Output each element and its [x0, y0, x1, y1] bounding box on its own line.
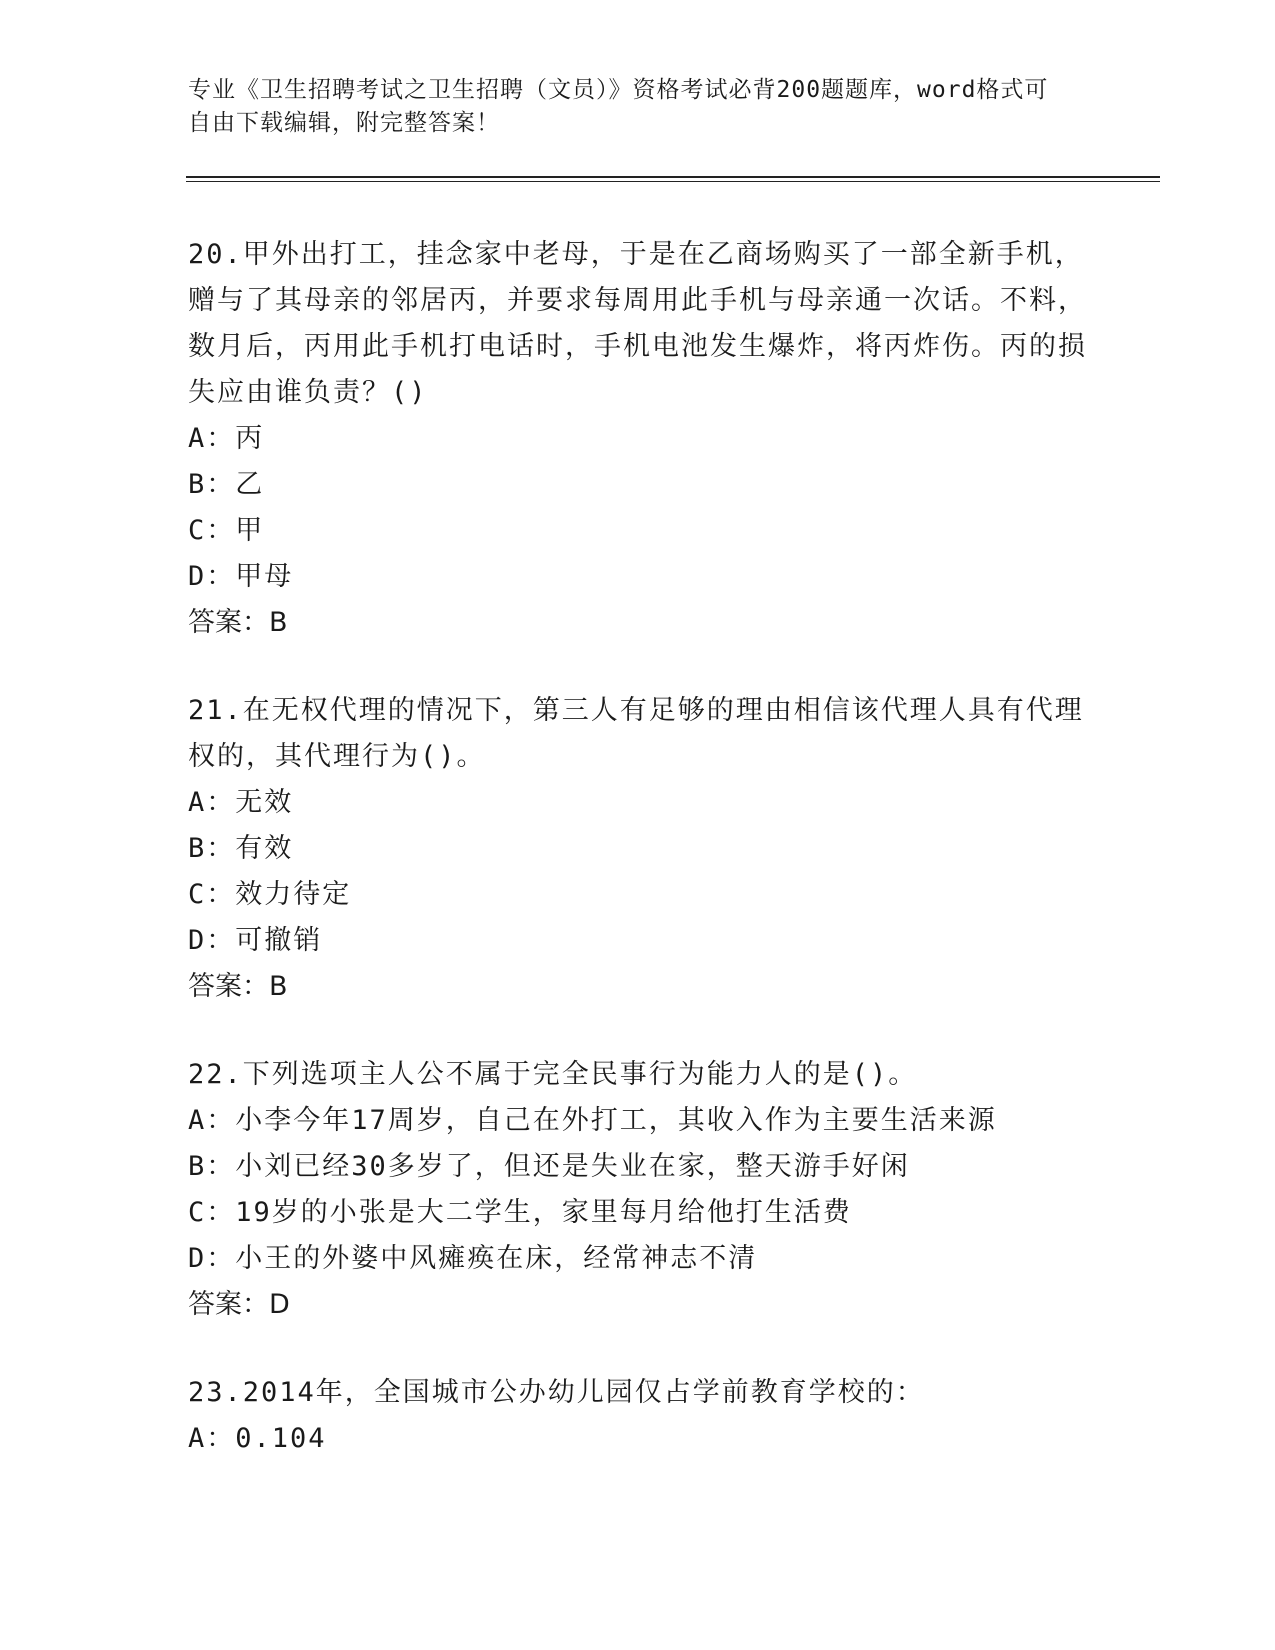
answer-label: 答案：B [188, 607, 288, 638]
option-c: C：甲 [188, 515, 265, 546]
question-20 [188, 232, 1108, 646]
option-d: D：可撤销 [188, 925, 323, 956]
option-b: B：小刘已经30多岁了，但还是失业在家，整天游手好闲 [188, 1151, 910, 1182]
question-text: 20.甲外出打工，挂念家中老母，于是在乙商场购买了一部全新手机，赠与了其母亲的邻居丙，并要求每周用此手机与母亲通一次话。不料，数月后，丙用此手机打电话时，手机电池发生爆炸，将丙炸伤。丙的损失应由谁负责？() [188, 239, 1087, 408]
question-21 [188, 688, 1108, 1010]
option-a: A：小李今年17周岁，自己在外打工，其收入作为主要生活来源 [188, 1105, 997, 1136]
question-text: 22.下列选项主人公不属于完全民事行为能力人的是()。 [188, 1059, 918, 1090]
option-d: D：小王的外婆中风瘫痪在床，经常神志不清 [188, 1243, 758, 1274]
question-list [188, 232, 1108, 1504]
question-text: 21.在无权代理的情况下，第三人有足够的理由相信该代理人具有代理权的，其代理行为()。 [188, 695, 1084, 772]
option-a: A：丙 [188, 423, 265, 454]
header-divider [186, 176, 1160, 182]
question-23 [188, 1370, 1108, 1462]
answer-label: 答案：D [188, 1289, 290, 1320]
document-header: 专业《卫生招聘考试之卫生招聘（文员）》资格考试必背200题题库，word格式可自由下载编辑，附完整答案！ [188, 77, 1049, 136]
option-d: D：甲母 [188, 561, 294, 592]
option-b: B：有效 [188, 833, 294, 864]
option-a: A：0.104 [188, 1423, 327, 1454]
question-text: 23.2014年，全国城市公办幼儿园仅占学前教育学校的： [188, 1377, 925, 1408]
option-c: C：19岁的小张是大二学生，家里每月给他打生活费 [188, 1197, 852, 1228]
option-a: A：无效 [188, 787, 294, 818]
option-c: C：效力待定 [188, 879, 352, 910]
option-b: B：乙 [188, 469, 265, 500]
answer-label: 答案：B [188, 971, 288, 1002]
question-22 [188, 1052, 1108, 1328]
